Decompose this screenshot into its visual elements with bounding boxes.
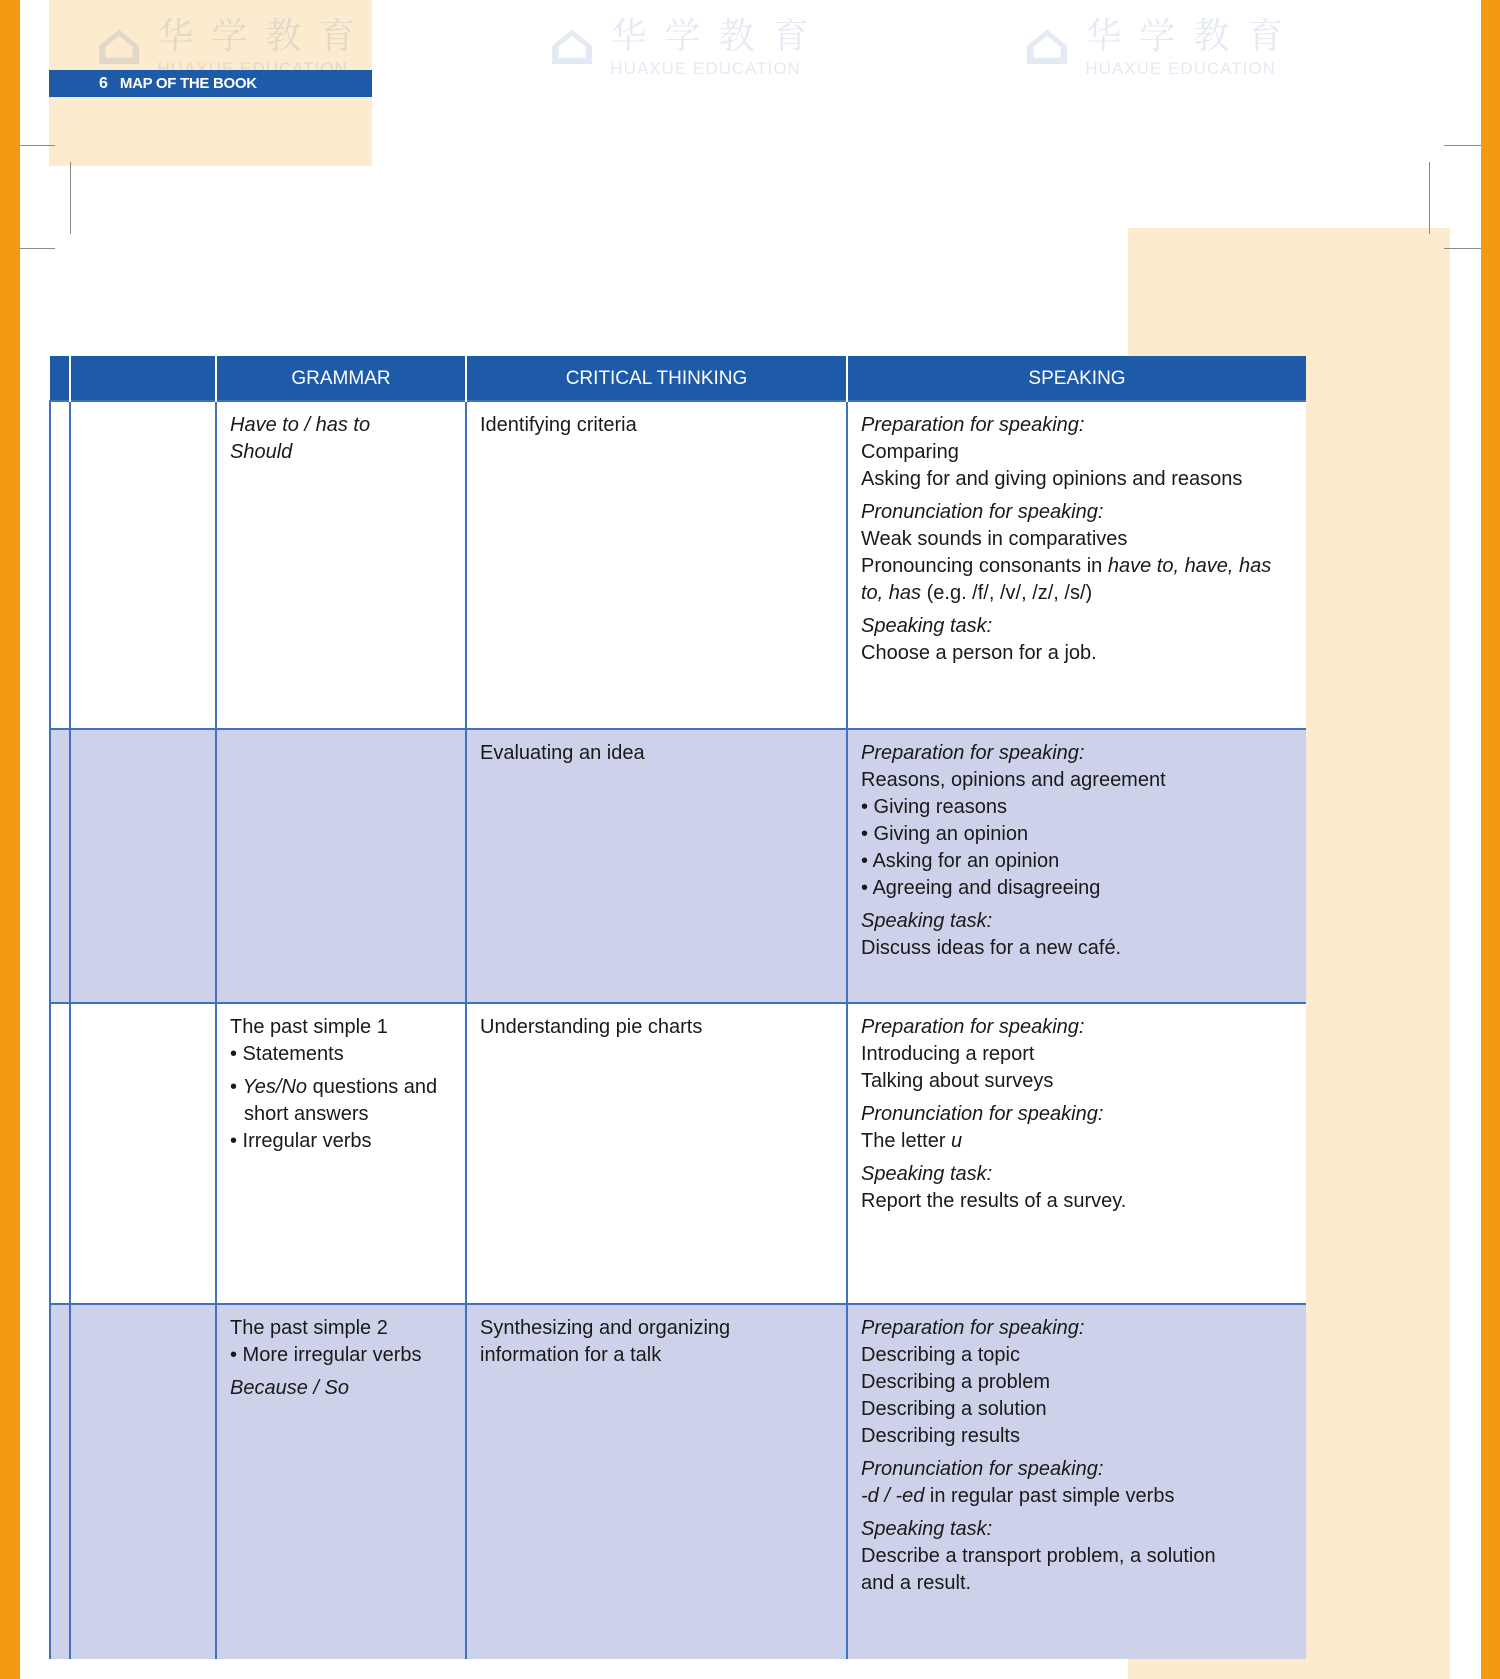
unit-cell [70,729,216,1003]
critical-thinking-cell: Understanding pie charts [466,1003,847,1304]
page-header-bar [49,70,372,97]
page-title: MAP OF THE BOOK [119,75,257,92]
watermark-logo-icon: ⌂ [1023,9,1072,78]
crop-mark [1444,145,1481,146]
watermark: ⌂ 华学教育 HUAXUE EDUCATION [548,9,827,78]
critical-thinking-cell: Identifying criteria [466,401,847,729]
right-page-border [1481,0,1500,1679]
table-row [50,1003,1306,1304]
watermark: ⌂ 华学教育 HUAXUE EDUCATION [1023,9,1302,78]
unit-cell [70,1304,216,1659]
column-header-unit [70,356,216,401]
crop-mark [20,248,55,249]
crop-mark [1444,248,1481,249]
map-of-book-table [49,356,1306,1659]
column-header-grammar: GRAMMAR [216,356,466,401]
unit-cell [70,1003,216,1304]
grammar-cell: The past simple 1 • Statements • Yes/No questions and short answers • Irregular verbs [216,1003,466,1304]
crop-mark [20,145,55,146]
crop-mark [1429,162,1430,234]
page-number: 6 [99,74,108,92]
grammar-cell: The past simple 2 • More irregular verbs Because / So [216,1304,466,1659]
speaking-cell: Preparation for speaking: Introducing a report Talking about surveys Pronunciation for speaking: The letter u Speaking task: Report the results of a survey. [847,1003,1306,1304]
speaking-cell: Preparation for speaking: Reasons, opinions and agreement • Giving reasons • Giving an opinion • Asking for an opinion • Agreeing and disagreeing Speaking task: Discuss ideas for a new café. [847,729,1306,1003]
column-header-critical-thinking: CRITICAL THINKING [466,356,847,401]
grammar-cell [216,729,466,1003]
speaking-cell: Preparation for speaking: Describing a topic Describing a problem Describing a solution Describing results Pronunciation for speaking: -d / -ed in regular past simple verbs Speaking task: Describe a transport problem, a solution and a result. [847,1304,1306,1659]
table-row [50,401,1306,729]
column-header-speaking: SPEAKING [847,356,1306,401]
table-header-row [50,356,1306,401]
critical-thinking-cell: Evaluating an idea [466,729,847,1003]
left-page-border [0,0,20,1679]
watermark-logo-icon: ⌂ [548,9,597,78]
table-row [50,729,1306,1003]
unit-cell [70,401,216,729]
grammar-cell: Have to / has to Should [216,401,466,729]
column-header-spacer [50,356,70,401]
table-row [50,1304,1306,1659]
critical-thinking-cell: Synthesizing and organizing information for a talk [466,1304,847,1659]
crop-mark [70,162,71,234]
speaking-cell: Preparation for speaking: Comparing Asking for and giving opinions and reasons Pronunciation for speaking: Weak sounds in comparatives Pronouncing consonants in have to, have, has to, has (e.g. /f/, /v/, /z/, /s/) Speaking task: Choose a person for a job. [847,401,1306,729]
